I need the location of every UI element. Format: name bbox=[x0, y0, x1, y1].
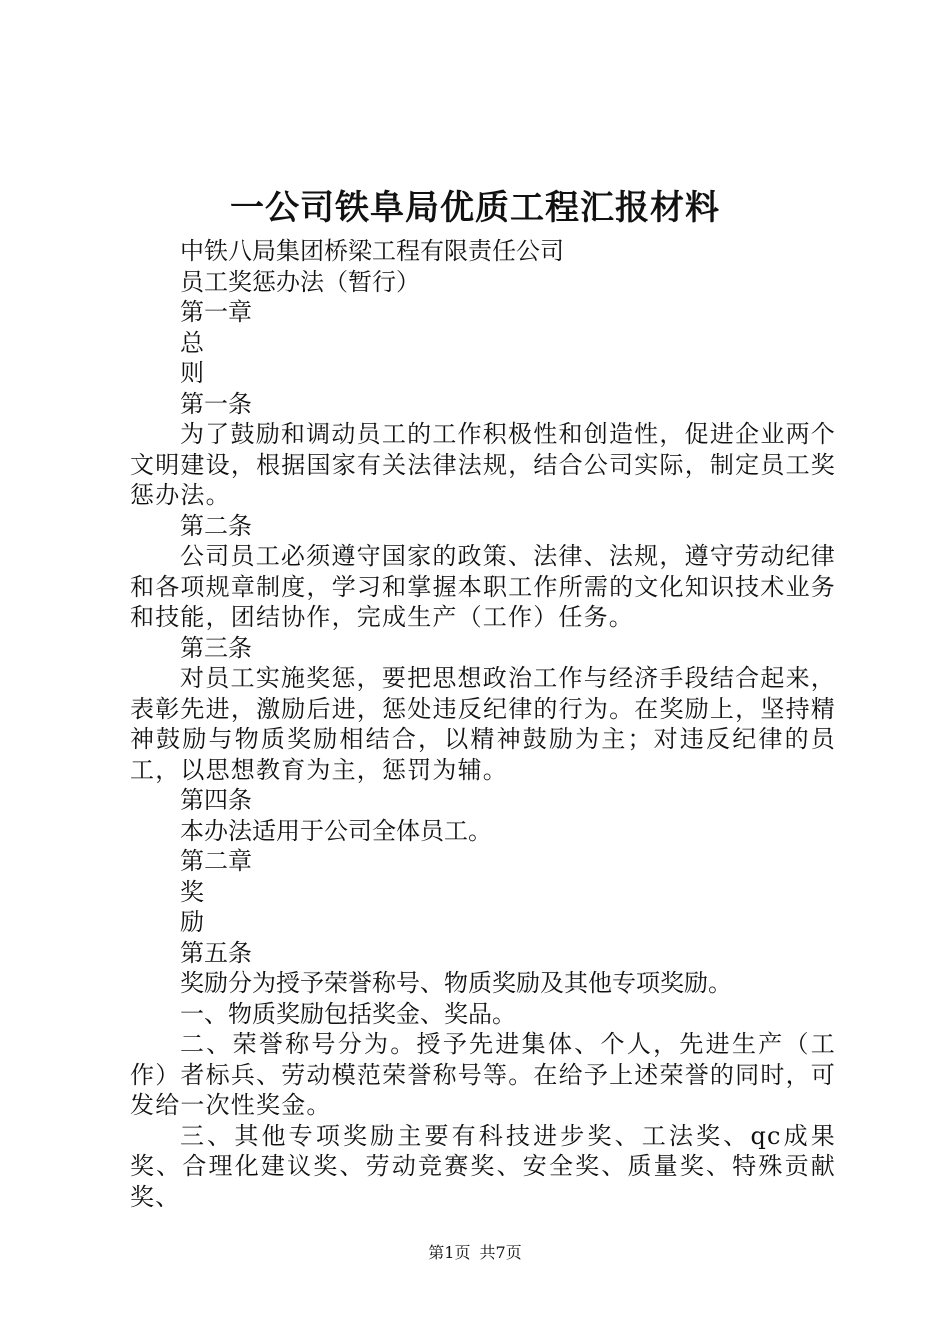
chapter-title-char: 励 bbox=[180, 908, 204, 936]
article-paragraph: 本办法适用于公司全体员工。 bbox=[180, 816, 492, 845]
list-item: 三、其他专项奖励主要有科技进步奖、工法奖、qc成果奖、合理化建议奖、劳动竞赛奖、安全奖、质量奖、特殊贡献奖、 bbox=[130, 1121, 836, 1211]
company-name: 中铁八局集团桥梁工程有限责任公司 bbox=[180, 237, 564, 265]
article-heading: 第一条 bbox=[180, 389, 252, 418]
list-item: 二、荣誉称号分为。授予先进集体、个人，先进生产（工作）者标兵、劳动模范荣誉称号等。在给予上述荣誉的同时，可发给一次性奖金。 bbox=[130, 1030, 836, 1119]
document-body bbox=[130, 236, 836, 1212]
list-item: 一、物质奖励包括奖金、奖品。 bbox=[180, 999, 516, 1028]
page-total: 共7页 bbox=[479, 1243, 522, 1262]
article-paragraph: 公司员工必须遵守国家的政策、法律、法规，遵守劳动纪律和各项规章制度，学习和掌握本职工作所需的文化知识技术业务和技能，团结协作，完成生产（工作）任务。 bbox=[130, 542, 836, 631]
page-number: 第1页 bbox=[428, 1243, 471, 1262]
article-paragraph: 为了鼓励和调动员工的工作积极性和创造性，促进企业两个文明建设，根据国家有关法律法规，结合公司实际，制定员工奖惩办法。 bbox=[130, 420, 836, 509]
chapter-title-char: 则 bbox=[180, 359, 204, 387]
article-heading: 第四条 bbox=[180, 786, 252, 814]
regulation-name: 员工奖惩办法（暂行） bbox=[180, 267, 420, 296]
page-footer bbox=[0, 1242, 950, 1264]
article-heading: 第二条 bbox=[180, 511, 252, 540]
article-paragraph: 对员工实施奖惩，要把思想政治工作与经济手段结合起来，表彰先进，激励后进，惩处违反纪律的行为。在奖励上，坚持精神鼓励与物质奖励相结合，以精神鼓励为主；对违反纪律的员工，以思想教育为主，惩罚为辅。 bbox=[130, 664, 836, 784]
chapter-heading: 第一章 bbox=[180, 298, 252, 326]
chapter-heading: 第二章 bbox=[180, 847, 252, 875]
article-heading: 第三条 bbox=[180, 633, 252, 662]
document-title: 一公司铁阜局优质工程汇报材料 bbox=[230, 188, 720, 228]
chapter-title-char: 总 bbox=[180, 328, 204, 357]
chapter-title-char: 奖 bbox=[180, 877, 204, 906]
article-paragraph: 奖励分为授予荣誉称号、物质奖励及其他专项奖励。 bbox=[180, 969, 732, 997]
article-heading: 第五条 bbox=[180, 938, 252, 967]
